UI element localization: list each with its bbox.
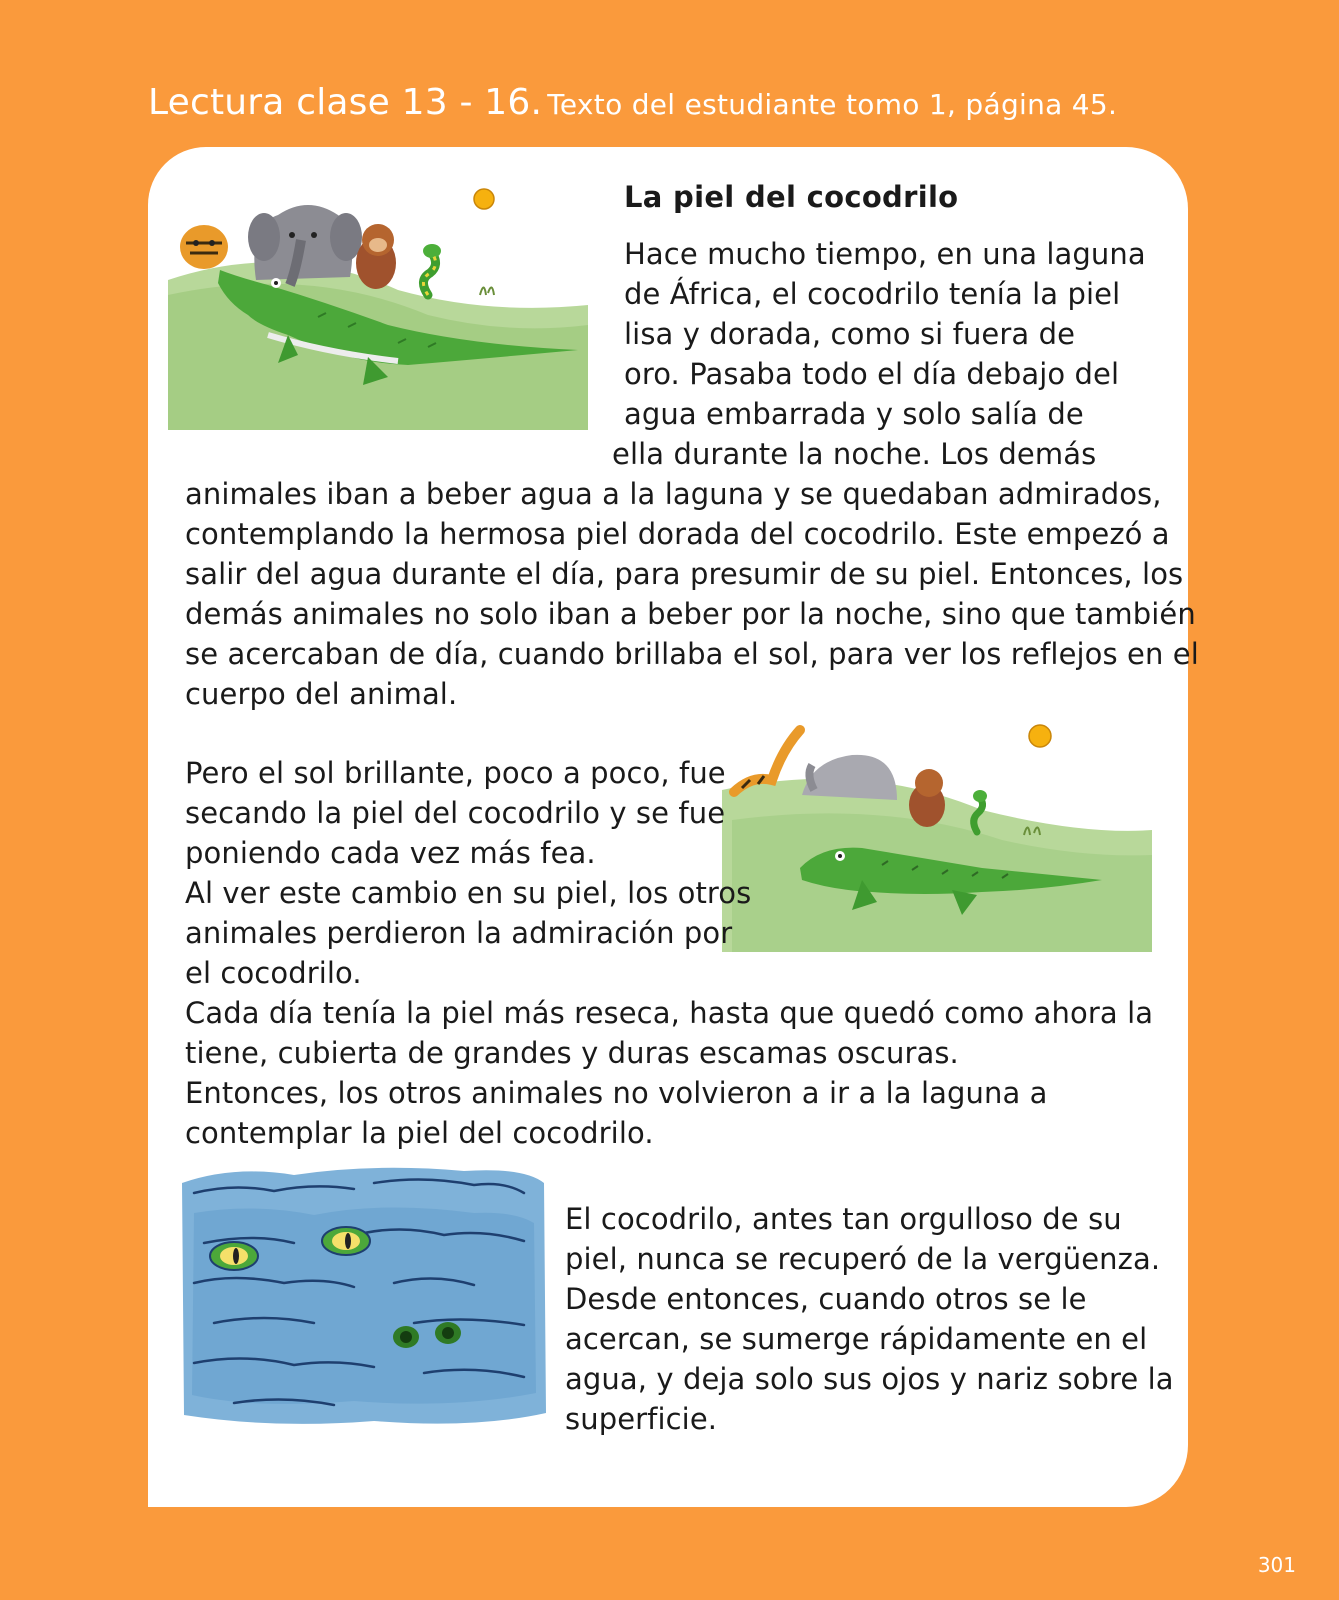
text-line: oro. Pasaba todo el día debajo del bbox=[624, 357, 1120, 391]
text-line: Entonces, los otros animales no volvieron a ir a la laguna a bbox=[185, 1076, 1048, 1110]
text-line: Cada día tenía la piel más reseca, hasta que quedó como ahora la bbox=[185, 996, 1154, 1030]
text-line: acercan, se sumerge rápidamente en el bbox=[565, 1322, 1148, 1356]
text-line: El cocodrilo, antes tan orgulloso de su bbox=[565, 1202, 1122, 1236]
text-line: lisa y dorada, como si fuera de bbox=[624, 317, 1076, 351]
text-line: Pero el sol brillante, poco a poco, fue bbox=[185, 756, 726, 790]
intro-paragraph-continued bbox=[185, 474, 1199, 714]
text-line: Al ver este cambio en su piel, los otros bbox=[185, 876, 752, 910]
text-line: piel, nunca se recuperó de la vergüenza. bbox=[565, 1242, 1161, 1276]
text-line: agua embarrada y solo salía de bbox=[624, 397, 1084, 431]
page-number: 301 bbox=[1257, 1553, 1296, 1577]
closing-paragraph bbox=[565, 1199, 1174, 1439]
text-line: superficie. bbox=[565, 1402, 718, 1436]
text-line: animales perdieron la admiración por bbox=[185, 916, 733, 950]
page-header bbox=[148, 82, 1117, 123]
text-line: Desde entonces, cuando otros se le bbox=[565, 1282, 1087, 1316]
crocodile-eyes-in-water-illustration bbox=[174, 1153, 549, 1435]
middle-paragraph bbox=[185, 753, 1153, 1153]
elephant-icon bbox=[248, 205, 362, 285]
text-line: secando la piel del cocodrilo y se fue bbox=[185, 796, 726, 830]
text-line: animales iban a beber agua a la laguna y se quedaban admirados, bbox=[185, 477, 1162, 511]
text-line: poniendo cada vez más fea. bbox=[185, 836, 596, 870]
crocodile-shiny-skin-illustration bbox=[168, 185, 588, 430]
text-line: agua, y deja solo sus ojos y nariz sobre la bbox=[565, 1362, 1174, 1396]
tiger-icon bbox=[180, 225, 228, 269]
story-title: La piel del cocodrilo bbox=[624, 180, 959, 214]
text-line: demás animales no solo iban a beber por la noche, sino que también bbox=[185, 597, 1196, 631]
text-line: el cocodrilo. bbox=[185, 956, 362, 990]
text-line: contemplando la hermosa piel dorada del cocodrilo. Este empezó a bbox=[185, 517, 1170, 551]
text-line: tiene, cubierta de grandes y duras escamas oscuras. bbox=[185, 1036, 959, 1070]
intro-paragraph bbox=[612, 234, 1146, 474]
text-line: se acercaban de día, cuando brillaba el sol, para ver los reflejos en el bbox=[185, 637, 1199, 671]
text-line: salir del agua durante el día, para presumir de su piel. Entonces, los bbox=[185, 557, 1184, 591]
lesson-title: Lectura clase 13 - 16. bbox=[148, 82, 543, 123]
text-line: Hace mucho tiempo, en una laguna bbox=[624, 237, 1146, 271]
text-line: cuerpo del animal. bbox=[185, 677, 458, 711]
text-line: ella durante la noche. Los demás bbox=[612, 437, 1097, 471]
snake-icon bbox=[423, 244, 441, 295]
text-line: de África, el cocodrilo tenía la piel bbox=[624, 277, 1121, 311]
reading-card bbox=[148, 147, 1199, 1507]
lesson-subtitle: Texto del estudiante tomo 1, página 45. bbox=[547, 88, 1118, 121]
monkey-icon bbox=[356, 224, 396, 289]
text-line: contemplar la piel del cocodrilo. bbox=[185, 1116, 654, 1150]
